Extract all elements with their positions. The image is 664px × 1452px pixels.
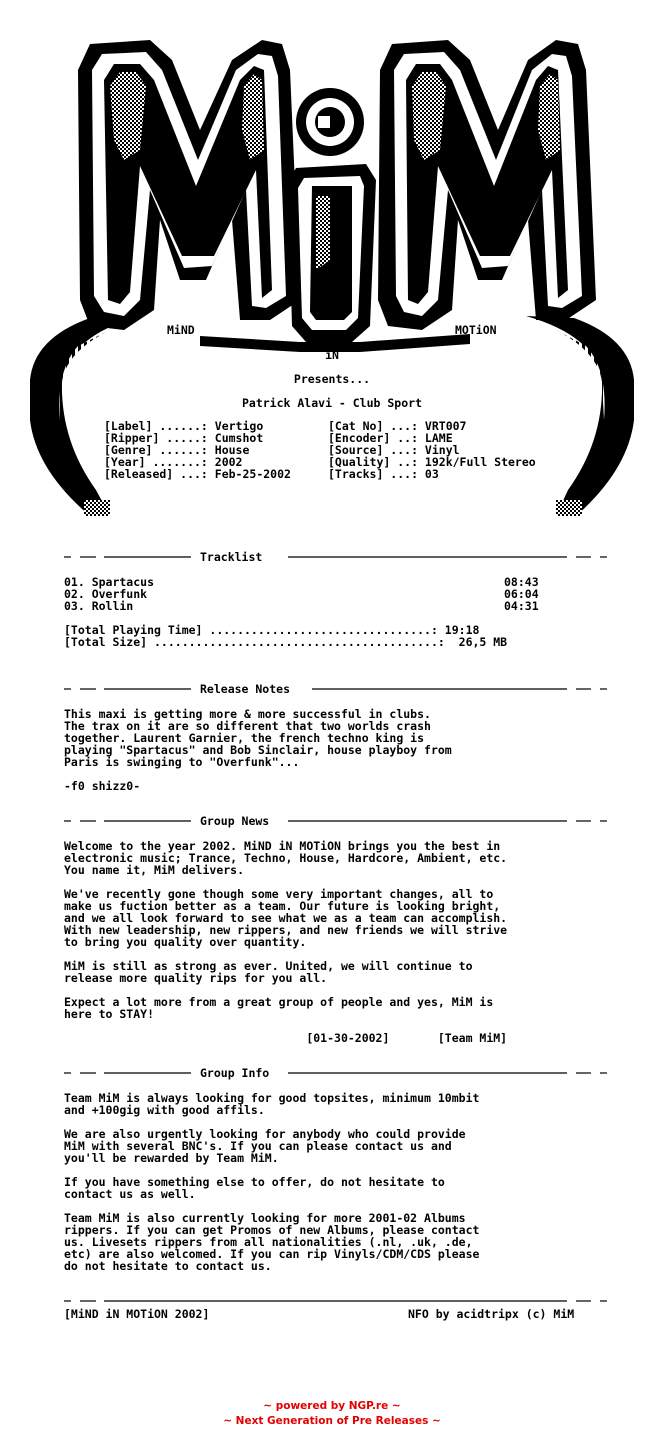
- news-line: here to STAY!: [64, 1007, 155, 1021]
- track-name: 02. Overfunk: [64, 587, 148, 601]
- news-line: You name it, MiM delivers.: [64, 863, 245, 877]
- info-line: contact us as well.: [64, 1187, 196, 1201]
- signoff-group: [MiND iN MOTiON 2002]: [64, 1307, 210, 1321]
- track-time: 04:31: [504, 599, 539, 613]
- info-line: MiM with several BNC's. If you can please contact us and: [64, 1139, 452, 1153]
- info-genre: [Genre] ......: House: [104, 443, 250, 457]
- info-encoder: [Encoder] ..: LAME: [328, 431, 453, 445]
- news-line: to bring you quality over quantity.: [64, 935, 307, 949]
- logo-text-motion: MOTiON: [455, 323, 497, 337]
- info-source: [Source] ...: Vinyl: [328, 443, 460, 457]
- heading-group-news: Group News: [200, 814, 270, 828]
- notes-line: This maxi is getting more & more successful in clubs.: [64, 707, 431, 721]
- news-line: With new leadership, new rippers, and new friends we will strive: [64, 923, 508, 937]
- info-year: [Year] .......: 2002: [104, 455, 243, 469]
- notes-signature: -f0 shizz0-: [64, 779, 141, 793]
- track-name: 03. Rollin: [64, 599, 134, 613]
- news-line: MiM is still as strong as ever. United, we will continue to: [64, 959, 473, 973]
- notes-line: Paris is swinging to "Overfunk"...: [64, 755, 300, 769]
- total-size: [Total Size] .........................................: 26,5 MB: [64, 635, 508, 649]
- info-line: If you have something else to offer, do not hesitate to: [64, 1175, 445, 1189]
- news-line: We've recently gone though some very important changes, all to: [64, 887, 494, 901]
- notes-line: playing "Spartacus" and Bob Sinclair, house playboy from: [64, 743, 452, 757]
- news-dateline: [01-30-2002] [Team MiM]: [64, 1031, 508, 1045]
- info-line: Team MiM is also currently looking for more 2001-02 Albums: [64, 1211, 466, 1225]
- info-released: [Released] ...: Feb-25-2002: [104, 467, 291, 481]
- footer-tagline: ~ Next Generation of Pre Releases ~: [223, 1415, 441, 1427]
- signoff-credit: NFO by acidtripx (c) MiM: [408, 1307, 575, 1321]
- info-label: [Label] ......: Vertigo: [104, 419, 264, 433]
- heading-tracklist: Tracklist: [200, 550, 263, 564]
- info-line: Team MiM is always looking for good topsites, minimum 10mbit: [64, 1091, 480, 1105]
- info-catno: [Cat No] ...: VRT007: [328, 419, 467, 433]
- news-line: release more quality rips for you all.: [64, 971, 328, 985]
- heading-group-info: Group Info: [200, 1066, 270, 1080]
- news-line: make us fuction better as a team. Our future is looking bright,: [64, 899, 501, 913]
- track-name: 01. Spartacus: [64, 575, 155, 589]
- info-line: and +100gig with good affils.: [64, 1103, 265, 1117]
- news-line: Welcome to the year 2002. MiND iN MOTiON brings you the best in: [64, 839, 501, 853]
- info-line: us. Livesets rippers from all nationalities (.nl, .uk, .de,: [64, 1235, 473, 1249]
- logo-text-mind: MiND: [167, 323, 195, 337]
- track-time: 06:04: [504, 587, 539, 601]
- info-line: We are also urgently looking for anybody who could provide: [64, 1127, 466, 1141]
- heading-release-notes: Release Notes: [200, 682, 291, 696]
- notes-line: together. Laurent Garnier, the french techno king is: [64, 731, 425, 745]
- info-tracks: [Tracks] ...: 03: [328, 467, 439, 481]
- info-line: rippers. If you can get Promos of new Albums, please contact: [64, 1223, 480, 1237]
- news-line: and we all look forward to see what we as a team can accomplish.: [64, 911, 508, 925]
- info-quality: [Quality] ..: 192k/Full Stereo: [328, 455, 536, 469]
- info-ripper: [Ripper] .....: Cumshot: [104, 431, 264, 445]
- info-line: you'll be rewarded by Team MiM.: [64, 1151, 279, 1165]
- info-line: etc) are also welcomed. If you can rip Vinyls/CDM/CDS please: [64, 1247, 480, 1261]
- news-line: electronic music; Trance, Techno, House, Hardcore, Ambient, etc.: [64, 851, 508, 865]
- release-title: Patrick Alavi - Club Sport: [241, 396, 422, 410]
- info-line: do not hesitate to contact us.: [64, 1259, 272, 1273]
- track-time: 08:43: [504, 575, 539, 589]
- presents-text: Presents...: [293, 372, 371, 386]
- logo-text-in: iN: [325, 348, 339, 362]
- notes-line: The trax on it are so different that two worlds crash: [64, 719, 431, 733]
- news-line: Expect a lot more from a great group of people and yes, MiM is: [64, 995, 494, 1009]
- footer-powered-by[interactable]: ~ powered by NGP.re ~: [263, 1400, 401, 1412]
- total-playing-time: [Total Playing Time] ................................: 19:18: [64, 623, 480, 637]
